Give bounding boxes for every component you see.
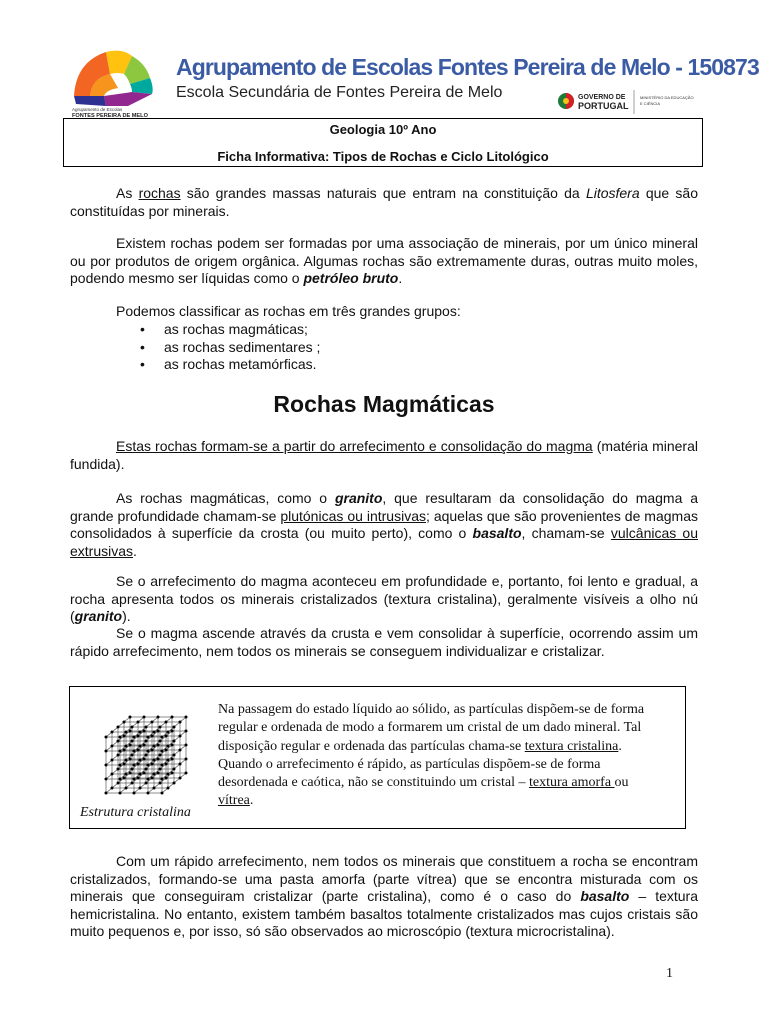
lattice-node [157,758,160,761]
lattice-node [185,772,188,775]
lattice-node [133,736,136,739]
lattice-node [167,773,170,776]
magmatic-paragraph-4: Se o magma ascende através da crusta e vem consolidar à superfície, ocorrendo assim um rápido arrefecimento, nem todos os minerais se conseguem individualizar e cristalizar. [70,625,698,659]
lattice-node [137,763,140,766]
lattice-node [159,726,162,729]
figure-caption: Estrutura cristalina [80,805,191,820]
gov-line3: MINISTÉRIO DA EDUCAÇÃO [640,95,694,100]
lattice-node [157,716,160,719]
lattice-node [185,744,188,747]
lattice-node [173,782,176,785]
lattice-node [105,736,108,739]
school-logo [66,44,162,118]
lattice-node [179,763,182,766]
list-item: • as rochas magmáticas; [134,321,320,339]
lattice-node [129,716,132,719]
crystal-structure-box [69,686,686,829]
lattice-node [133,750,136,753]
lattice-node [147,778,150,781]
lattice-node [165,735,168,738]
lattice-node [171,772,174,775]
lattice-node [131,726,134,729]
crystal-lattice-figure [100,715,200,800]
lattice-node [117,740,120,743]
list-item: • as rochas sedimentares ; [134,339,320,357]
lattice-node [137,749,140,752]
lattice-node [185,758,188,761]
lattice-node [137,777,140,780]
lattice-node [157,744,160,747]
lattice-node [123,749,126,752]
lattice-node [153,745,156,748]
lattice-node [139,745,142,748]
page-number: 1 [666,966,673,981]
lattice-node [147,792,150,795]
lattice-node [151,735,154,738]
lattice-node [105,778,108,781]
lattice-node [157,730,160,733]
lattice-node [161,792,164,795]
lattice-node [111,787,114,790]
government-logo [556,88,706,116]
school-title: Agrupamento de Escolas Fontes Pereira de Melo - 150873 [176,54,759,80]
lattice-node [129,772,132,775]
lattice-node [145,726,148,729]
lattice-node [165,721,168,724]
lattice-node [153,759,156,762]
lattice-node [157,772,160,775]
subject-title: Geologia 10º Ano [329,122,437,137]
lattice-node [125,759,128,762]
lattice-node [143,772,146,775]
lattice-node [137,735,140,738]
lattice-node [131,740,134,743]
lattice-node [167,745,170,748]
title-box [63,118,703,167]
lattice-node [179,735,182,738]
lattice-node [159,740,162,743]
lattice-node [147,764,150,767]
lattice-node [117,782,120,785]
lattice-node [117,726,120,729]
lattice-node [143,730,146,733]
lattice-node [131,768,134,771]
section-title: Rochas Magmáticas [273,391,495,417]
intro-paragraph-3: Podemos classificar as rochas em três grandes grupos: [116,303,461,319]
lattice-node [133,792,136,795]
lattice-node [167,759,170,762]
intro-paragraph-1: As rochas são grandes massas naturais que entram na constituição da Litosfera que são constituídas por minerais. [70,185,698,219]
lattice-node [179,749,182,752]
lattice-node [125,787,128,790]
worksheet-title: Ficha Informativa: Tipos de Rochas e Ciclo Litológico [217,149,549,164]
lattice-node [165,749,168,752]
lattice-node [125,731,128,734]
magmatic-paragraph-1: Estas rochas formam-se a partir do arrefecimento e consolidação do magma (matéria mineral fundida). [70,438,698,472]
closing-paragraph: Com um rápido arrefecimento, nem todos os minerais que constituem a rocha se encontram cristalizados, formando-se uma pasta amorfa (parte vítrea) que se encontra misturada com os minerais que conseguiram cristalizar (parte cristalina), como é o caso do basalto – textura hemicristalina. No entanto, existem também basaltos totalmente cristalizados mas cujos cristais são muito pequenos e, por isso, só são observados ao microscópio (textura microcristalina). [70,853,698,939]
lattice-node [145,768,148,771]
lattice-node [119,764,122,767]
lattice-node [145,782,148,785]
lattice-node [133,778,136,781]
lattice-node [161,778,164,781]
lattice-node [111,731,114,734]
lattice-node [173,754,176,757]
lattice-node [117,768,120,771]
lattice-node [185,716,188,719]
lattice-node [151,749,154,752]
lattice-node [143,758,146,761]
lattice-node [161,764,164,767]
lattice-node [133,764,136,767]
lattice-node [167,731,170,734]
lattice-node [151,777,154,780]
lattice-node [153,773,156,776]
lattice-node [171,744,174,747]
lattice-node [119,750,122,753]
lattice-node [131,754,134,757]
lattice-node [123,721,126,724]
lattice-node [153,787,156,790]
lattice-node [145,740,148,743]
lattice-node [173,726,176,729]
lattice-node [137,721,140,724]
lattice-node [171,758,174,761]
lattice-node [129,744,132,747]
lattice-node [151,721,154,724]
lattice-node [143,744,146,747]
lattice-node [159,754,162,757]
lattice-node [131,782,134,785]
lattice-node [161,736,164,739]
lattice-node [179,721,182,724]
magmatic-paragraph-2: As rochas magmáticas, como o granito, que resultaram da consolidação do magma a grande profundidade chamam-se plutónicas ou intrusivas; aquelas que são provenientes de magmas consolidados à superfície da crosta (ou muito perto), como o basalto, chamam-se vulcânicas ou extrusivas. [70,490,699,559]
lattice-node [105,792,108,795]
lattice-node [173,768,176,771]
lattice-node [139,773,142,776]
gov-line4: E CIÊNCIA [640,101,661,106]
lattice-node [139,759,142,762]
logo-line1: Agrupamento de Escolas [72,107,123,112]
gov-line2: PORTUGAL [578,101,629,111]
lattice-node [105,750,108,753]
lattice-node [125,773,128,776]
lattice-node [159,768,162,771]
lattice-node [179,777,182,780]
lattice-node [171,730,174,733]
lattice-node [119,792,122,795]
lattice-node [129,758,132,761]
crystal-texture-text: Na passagem do estado líquido ao sólido, as partículas dispõem-se de forma regular e ordenada de modo a formarem um cristal de um dado mineral. Tal disposição regular e ordenada das partículas chama-se textura cristalina. Quando o arrefecimento é rápido, as partículas dispõem-se de forma desordenada e caótica, não se constituindo um cristal – textura amorfa ou vítrea. [218,702,645,809]
logo-line2: FONTES PEREIRA DE MELO [72,113,148,118]
lattice-node [129,730,132,733]
lattice-node [173,740,176,743]
lattice-node [111,745,114,748]
magmatic-paragraph-3: Se o arrefecimento do magma aconteceu em profundidade e, portanto, foi lento e gradual, a rocha apresenta todos os minerais cristalizados (textura cristalina), geralmente visíveis a olho nú (granito). [70,573,698,624]
lattice-node [147,750,150,753]
lattice-node [167,787,170,790]
intro-paragraph-2: Existem rochas podem ser formadas por uma associação de minerais, por um único mineral ou por produtos de origem orgânica. Algumas rochas são extremamente duras, outras muito moles, podendo mesmo ser líquidas como o petróleo bruto. [70,235,698,286]
lattice-node [111,759,114,762]
lattice-node [165,777,168,780]
gov-line1: GOVERNO DE [578,94,626,101]
lattice-node [171,716,174,719]
lattice-node [119,736,122,739]
lattice-node [125,745,128,748]
list-item: • as rochas metamórficas. [134,356,320,374]
lattice-node [147,736,150,739]
lattice-node [153,731,156,734]
lattice-node [111,773,114,776]
lattice-node [151,763,154,766]
rock-groups-list [134,321,320,374]
lattice-node [159,782,162,785]
lattice-node [165,763,168,766]
lattice-node [143,716,146,719]
lattice-node [161,750,164,753]
lattice-node [123,735,126,738]
lattice-node [123,763,126,766]
lattice-node [123,777,126,780]
lattice-node [105,764,108,767]
lattice-node [139,787,142,790]
lattice-node [185,730,188,733]
lattice-node [117,754,120,757]
lattice-node [119,778,122,781]
school-subtitle: Escola Secundária de Fontes Pereira de Melo [176,84,503,101]
lattice-node [139,731,142,734]
lattice-node [145,754,148,757]
